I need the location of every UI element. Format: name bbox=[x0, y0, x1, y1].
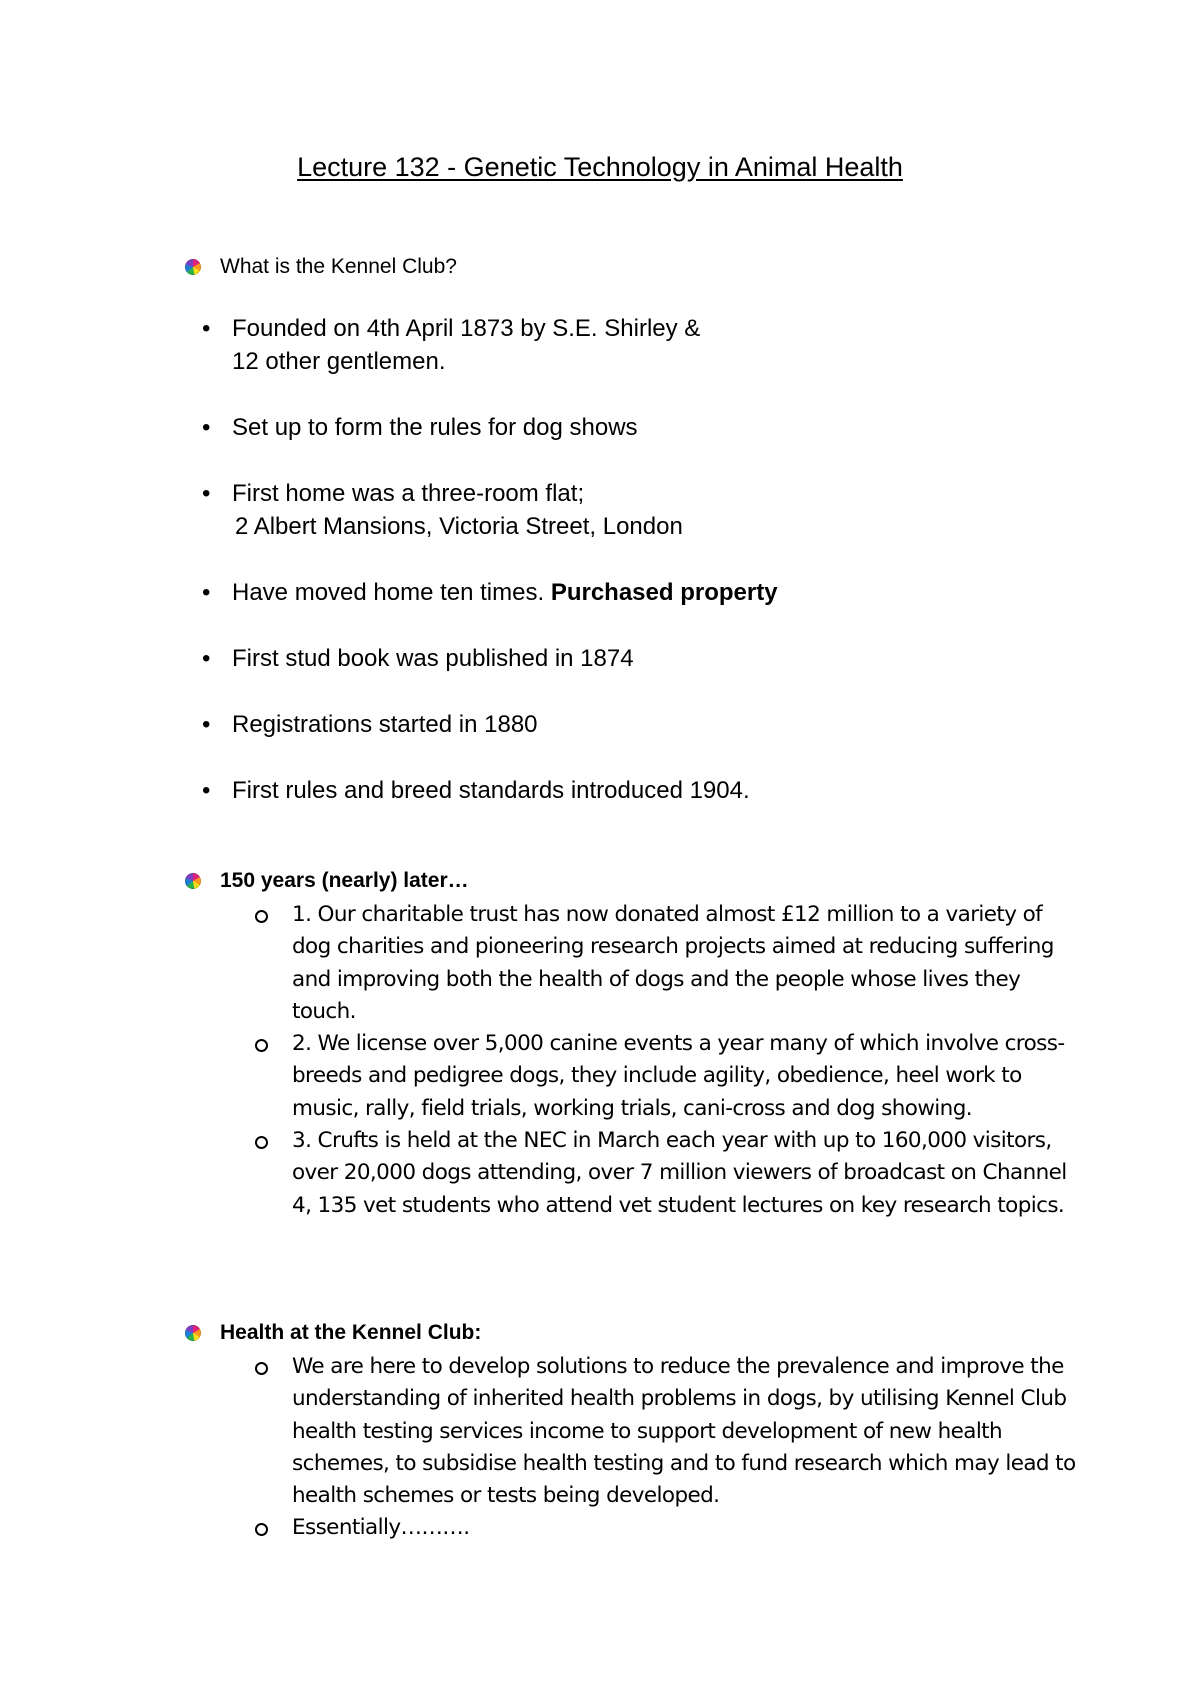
list-item-text: Set up to form the rules for dog shows bbox=[232, 414, 638, 441]
section-heading-kennel-club: What is the Kennel Club? bbox=[220, 255, 457, 278]
list-item bbox=[255, 1125, 1085, 1222]
bullet-icon: • bbox=[202, 777, 211, 804]
hollow-circle-bullet-icon bbox=[255, 1136, 268, 1149]
section-heading-health: Health at the Kennel Club: bbox=[220, 1321, 482, 1344]
list-item-text: We are here to develop solutions to reduce the prevalence and improve the understanding of inherited health problems in dogs, by utilising Kennel Club health testing services income to support development of new health schemes, to subsidise health testing and to fund research which may lead to health schemes or tests being developed. bbox=[292, 1354, 1076, 1509]
page-title: Lecture 132 - Genetic Technology in Animal Health bbox=[297, 152, 903, 182]
list-item-text: Essentially………. bbox=[292, 1515, 470, 1541]
health-list bbox=[255, 1351, 1085, 1545]
list-item-text: 2. We license over 5,000 canine events a year many of which involve cross-breeds and pedigree dogs, they include agility, obedience, heel work to music, rally, field trials, working trials, cani-cross and dog showing. bbox=[292, 1031, 1065, 1121]
list-item bbox=[200, 411, 960, 444]
list-item bbox=[200, 708, 960, 741]
section-heading-150-years: 150 years (nearly) later… bbox=[220, 869, 469, 892]
hollow-circle-bullet-icon bbox=[255, 1362, 268, 1375]
bullet-icon: • bbox=[202, 579, 211, 606]
bullet-icon: • bbox=[202, 711, 211, 738]
list-item bbox=[200, 774, 960, 807]
list-item bbox=[200, 576, 960, 609]
bullet-icon: • bbox=[202, 480, 211, 507]
list-item-text: First home was a three-room flat; bbox=[232, 480, 585, 507]
list-item-text: Registrations started in 1880 bbox=[232, 711, 538, 738]
list-item bbox=[200, 312, 960, 378]
bullet-icon: • bbox=[202, 315, 211, 342]
list-item-text bbox=[232, 576, 960, 609]
bullet-icon: • bbox=[202, 645, 211, 672]
section-bullet-icon bbox=[185, 873, 201, 889]
list-item-text: Founded on 4th April 1873 by S.E. Shirley & bbox=[232, 315, 701, 342]
list-item bbox=[200, 642, 960, 675]
section-bullet-icon bbox=[185, 259, 201, 275]
list-item bbox=[255, 1028, 1085, 1125]
list-item-text: First rules and breed standards introduced 1904. bbox=[232, 777, 750, 804]
list-item bbox=[255, 1351, 1085, 1512]
list-item bbox=[200, 477, 960, 543]
list-item-text: First stud book was published in 1874 bbox=[232, 645, 634, 672]
list-item-text-plain: Have moved home ten times. bbox=[232, 579, 551, 606]
list-item-text-continued: 12 other gentlemen. bbox=[232, 348, 446, 375]
hollow-circle-bullet-icon bbox=[255, 910, 268, 923]
list-item bbox=[255, 1512, 1085, 1544]
kennel-club-facts-list bbox=[200, 312, 960, 840]
hollow-circle-bullet-icon bbox=[255, 1523, 268, 1536]
section-bullet-icon bbox=[185, 1325, 201, 1341]
list-item-text: 3. Crufts is held at the NEC in March each year with up to 160,000 visitors, over 20,000 dogs attending, over 7 million viewers of broadcast on Channel 4, 135 vet students who attend vet student lectures on key research topics. bbox=[292, 1128, 1067, 1218]
list-item-text-continued: 2 Albert Mansions, Victoria Street, London bbox=[235, 513, 683, 540]
list-item bbox=[255, 899, 1085, 1028]
bullet-icon: • bbox=[202, 414, 211, 441]
list-item-text-bold: Purchased property bbox=[550, 579, 778, 606]
hollow-circle-bullet-icon bbox=[255, 1039, 268, 1052]
list-item-text: 1. Our charitable trust has now donated almost £12 million to a variety of dog charities and pioneering research projects aimed at reducing suffering and improving both the health of dogs and the people whose lives they touch. bbox=[292, 902, 1054, 1024]
later-achievements-list bbox=[255, 899, 1085, 1222]
